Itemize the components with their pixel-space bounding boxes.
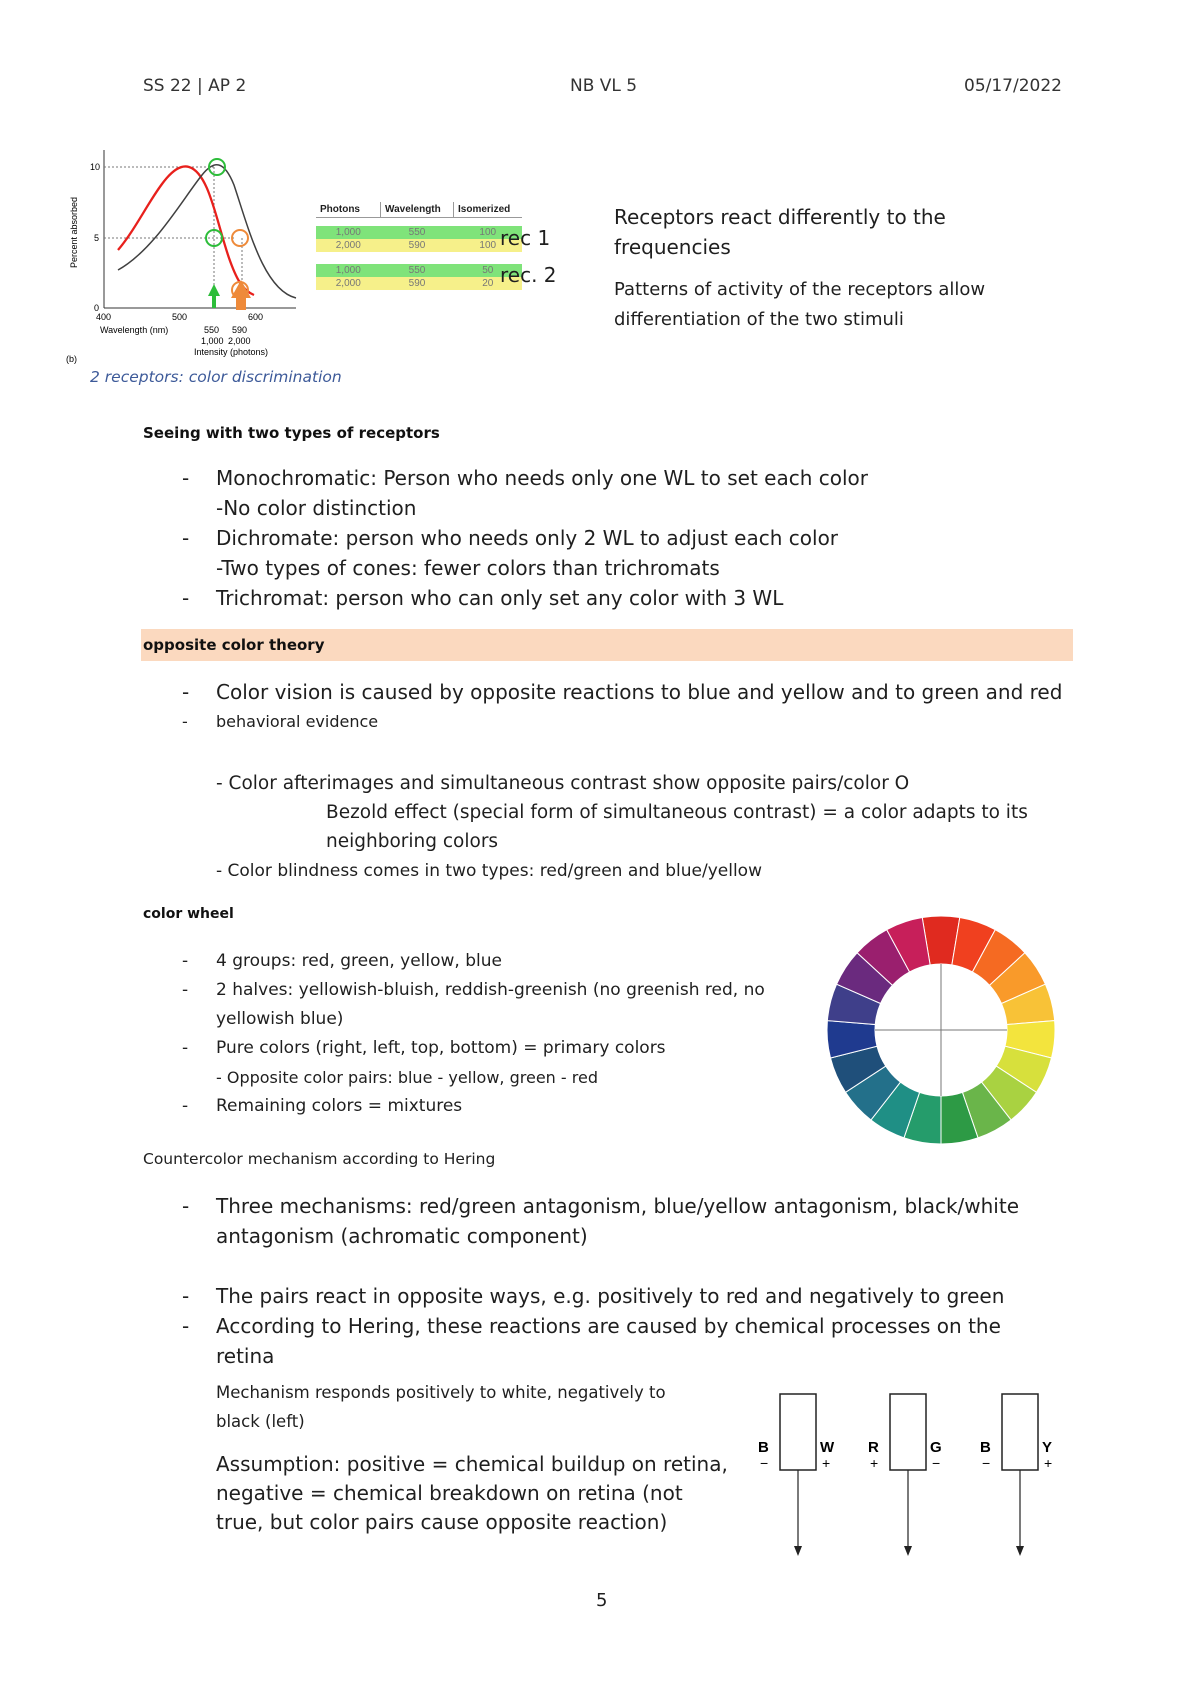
receptors-text-2: Patterns of activity of the receptors allow differentiation of the two stimuli: [614, 279, 986, 330]
list-item-subtext: -Two types of cones: fewer colors than trichromats: [216, 556, 720, 580]
hering-note: Mechanism responds positively to white, negatively to black (left): [216, 1383, 666, 1431]
list-item: [143, 1191, 1043, 1251]
list-item: [143, 1281, 1043, 1311]
list-item: [143, 947, 783, 976]
receptor-types-list: [143, 463, 868, 613]
list-item-subtext: - Opposite color pairs: blue - yellow, green - red: [216, 1068, 598, 1087]
intensity-label: Intensity (photons): [194, 347, 269, 357]
opponent-heading: opposite color theory: [141, 629, 1073, 661]
list-item: [143, 583, 868, 613]
mech-left-label: R: [868, 1439, 879, 1456]
mech-right-sign: +: [822, 1455, 831, 1471]
colorblindness-text: - Color blindness comes in two types: red/green and blue/yellow: [216, 861, 762, 881]
list-item: [143, 463, 868, 523]
header-center: NB VL 5: [570, 76, 638, 96]
wheel-heading: color wheel: [143, 906, 234, 922]
table-cell: 50: [482, 265, 494, 276]
photon-table: [316, 202, 522, 290]
mechanism-by: [980, 1394, 1052, 1556]
list-item: [143, 523, 868, 583]
hering-assumption: Assumption: positive = chemical buildup on retina, negative = chemical breakdown on retina (not true, but color pairs cause opposite reaction): [216, 1452, 728, 1534]
mech-left-sign: −: [982, 1455, 991, 1471]
green-arrow-head: [208, 284, 220, 296]
stim-int-2000: 2,000: [228, 336, 251, 346]
table-cell: 550: [408, 265, 426, 276]
x-tick-500: 500: [172, 312, 188, 322]
table-cell: 1,000: [335, 265, 361, 276]
table-cell: 1,000: [335, 227, 361, 238]
section-heading-receptors: Seeing with two types of receptors: [143, 424, 440, 442]
orange-arrow-shaft: [236, 297, 246, 310]
mech-left-label: B: [758, 1439, 769, 1456]
absorption-chart: [64, 140, 304, 370]
list-item-text: Three mechanisms: red/green antagonism, blue/yellow antagonism, black/white antagonism (achromatic component): [216, 1194, 1020, 1248]
orange-marker-mid: [232, 230, 248, 246]
mechanism-graphic: [752, 1390, 1072, 1560]
mech-left-label: B: [980, 1439, 991, 1456]
list-item-text: Remaining colors = mixtures: [216, 1096, 463, 1116]
mechanism-rg: [868, 1394, 942, 1556]
table-header: Wavelength: [381, 202, 454, 218]
table-header: Isomerized: [454, 202, 523, 218]
gray-receptor-curve: [118, 165, 296, 298]
list-item-text: 4 groups: red, green, yellow, blue: [216, 951, 502, 971]
list-item: [143, 677, 1063, 707]
afterimage-text: - Color afterimages and simultaneous contrast show opposite pairs/color O: [216, 773, 910, 794]
table-cell: 100: [479, 227, 497, 238]
list-item: [143, 976, 783, 1034]
header-date: 05/17/2022: [964, 76, 1062, 96]
x-tick-600: 600: [248, 312, 264, 322]
rec2-label: rec. 2: [500, 263, 557, 287]
list-item-text: Pure colors (right, left, top, bottom) = primary colors: [216, 1038, 666, 1058]
hering-heading: Countercolor mechanism according to Hering: [143, 1150, 496, 1168]
mech-right-sign: −: [932, 1455, 941, 1471]
list-item: [143, 707, 1063, 736]
mech-right-label: W: [820, 1439, 835, 1456]
absorption-figure: [64, 140, 304, 370]
y-axis-label: Percent absorbed: [69, 196, 79, 268]
list-item: [143, 1311, 1043, 1371]
panel-label: (b): [66, 354, 77, 364]
rec1-label: rec 1: [500, 226, 551, 250]
hering-list: [143, 1191, 1043, 1371]
list-item-text: According to Hering, these reactions are caused by chemical processes on the retina: [216, 1314, 1001, 1368]
wheel-list: [143, 947, 783, 1121]
list-item-text: The pairs react in opposite ways, e.g. positively to red and negatively to green: [216, 1284, 1005, 1308]
mech-right-label: G: [930, 1439, 942, 1456]
mechanism-diagram: [752, 1390, 1072, 1560]
table-cell: 2,000: [335, 278, 361, 289]
list-item-text: Dichromate: person who needs only 2 WL to adjust each color: [216, 526, 839, 550]
page-number: 5: [596, 1590, 608, 1611]
stim-wl-550: 550: [204, 325, 220, 335]
table-cell: 20: [482, 278, 494, 289]
color-wheel-graphic: [823, 912, 1059, 1148]
table-cell: 2,000: [335, 240, 361, 251]
table-cell: 590: [408, 240, 426, 251]
table-cell: 550: [408, 227, 426, 238]
mech-right-label: Y: [1042, 1439, 1053, 1456]
list-item-text: 2 halves: yellowish-bluish, reddish-greenish (no greenish red, no yellowish blue): [216, 980, 765, 1029]
figure-caption: 2 receptors: color discrimination: [90, 368, 342, 386]
list-item-subtext: -No color distinction: [216, 496, 417, 520]
list-item-text: behavioral evidence: [216, 712, 379, 731]
table-cell: 590: [408, 278, 426, 289]
stim-int-1000: 1,000: [201, 336, 224, 346]
color-wheel: [823, 912, 1059, 1148]
y-tick-0: 0: [94, 303, 100, 313]
list-item: [143, 1034, 783, 1092]
table-header: Photons: [316, 202, 381, 218]
header-left: SS 22 | AP 2: [143, 76, 247, 96]
list-item-text: Trichromat: person who can only set any color with 3 WL: [216, 586, 784, 610]
mech-right-sign: +: [1044, 1455, 1053, 1471]
list-item: [143, 1092, 783, 1121]
list-item-text: Monochromatic: Person who needs only one WL to set each color: [216, 466, 868, 490]
isomerization-table: [316, 202, 522, 290]
receptors-text-1: Receptors react differently to the frequencies: [614, 205, 946, 259]
bezold-text: Bezold effect (special form of simultaneous contrast) = a color adapts to its neighboring colors: [326, 802, 1028, 852]
mech-left-sign: +: [870, 1455, 879, 1471]
y-tick-10: 10: [90, 162, 101, 172]
x-axis-label: Wavelength (nm): [100, 325, 169, 335]
opponent-list: [143, 677, 1063, 736]
list-item-text: Color vision is caused by opposite reactions to blue and yellow and to green and red: [216, 680, 1063, 704]
mechanism-bw: [758, 1394, 835, 1556]
mech-left-sign: −: [760, 1455, 769, 1471]
x-tick-400: 400: [96, 312, 112, 322]
table-cell: 100: [479, 240, 497, 251]
stim-wl-590: 590: [232, 325, 248, 335]
y-tick-5: 5: [94, 233, 100, 243]
green-arrow-shaft: [212, 295, 216, 308]
